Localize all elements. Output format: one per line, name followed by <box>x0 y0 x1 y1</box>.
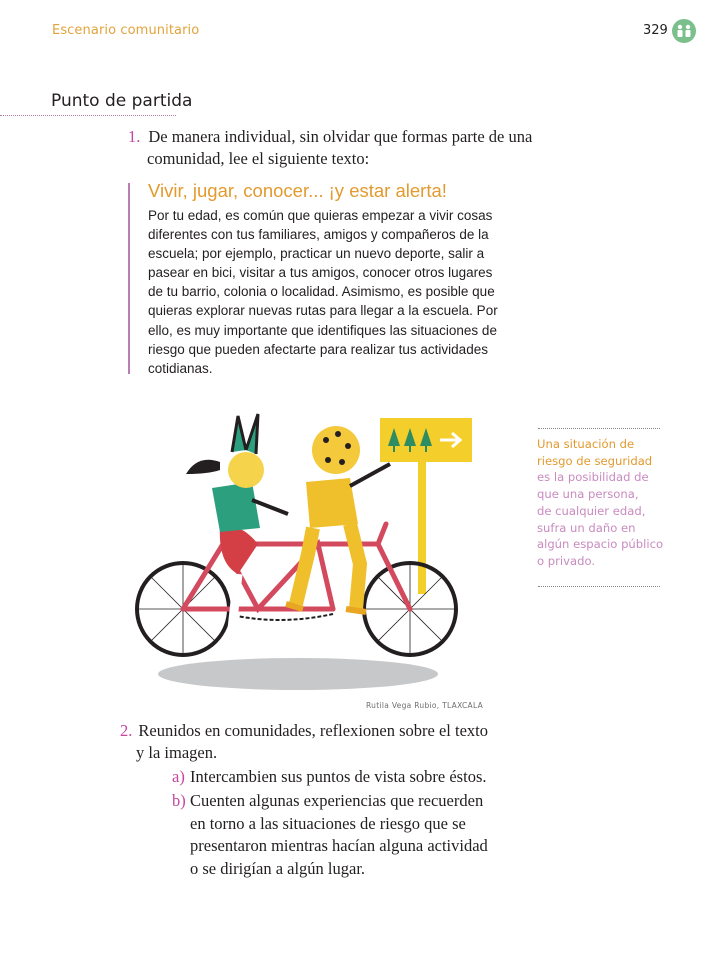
question-1 <box>128 126 558 170</box>
sub-item-line: presentaron mientras hacían alguna actividad <box>190 836 488 855</box>
reading-line: escuela; por ejemplo, practicar un nuevo deporte, salir a <box>148 246 485 262</box>
sub-item-line: o se dirigían a algún lugar. <box>190 858 366 878</box>
question-line: y la imagen. <box>136 743 218 762</box>
page-number: 329 <box>643 23 668 38</box>
reading-line: diferentes con tus familiares, amigos y compañeros de la <box>148 227 489 243</box>
side-note-line: es la posibilidad de <box>537 470 649 485</box>
question-2 <box>120 720 520 764</box>
side-note <box>537 436 665 570</box>
sub-item-letter: a) <box>172 767 185 786</box>
question-line: comunidad, lee el siguiente texto: <box>147 149 370 168</box>
illustration-credit: Rutila Vega Rubio, TLAXCALA <box>366 701 484 710</box>
reading-line: Por tu edad, es común que quieras empezar a vivir cosas <box>148 208 493 223</box>
reading-line: de tu barrio, colonia o localidad. Asimismo, es posible que <box>148 284 495 300</box>
side-note-bottom-rule <box>538 586 660 587</box>
question-number: 2. <box>120 721 133 740</box>
question-number: 1. <box>128 127 141 146</box>
sub-item-line: en torno a las situaciones de riesgo que se <box>190 813 466 833</box>
side-note-line: sufra un daño en <box>537 520 636 535</box>
title-divider <box>0 115 176 116</box>
field-badge-icon <box>672 19 696 43</box>
section-title: Punto de partida <box>51 91 193 111</box>
sub-item-a <box>172 766 532 789</box>
sub-item-letter: b) <box>172 791 186 810</box>
reading-line: quieras explorar nuevas rutas para llegar a la escuela. Por <box>148 303 498 319</box>
reading-line: cotidianas. <box>148 360 213 376</box>
side-note-top-rule <box>538 428 660 429</box>
side-note-line: que una persona, <box>537 487 639 502</box>
sub-item-line: Cuenten algunas experiencias que recuerden <box>190 791 484 810</box>
reading-line: ello, es muy importante que identifiques las situaciones de <box>148 322 497 338</box>
section-name: Escenario comunitario <box>52 23 200 38</box>
side-note-highlight: riesgo de seguridad <box>537 453 653 468</box>
reading-title: Vivir, jugar, conocer... ¡y estar alerta! <box>148 180 447 201</box>
reading-accent-bar <box>128 183 130 374</box>
tandem-bike-illustration <box>128 404 528 704</box>
reading-line: riesgo que pueden afectarte para realizar tus actividades <box>148 341 488 357</box>
side-note-highlight: Una situación de <box>537 437 635 451</box>
side-note-line: de cualquier edad, <box>537 503 646 518</box>
sub-item-b <box>172 790 532 880</box>
side-note-line: algún espacio público <box>537 537 664 552</box>
question-line: De manera individual, sin olvidar que formas parte de una <box>148 127 533 146</box>
reading-line: pasear en bici, visitar a tus amigos, conocer otros lugares <box>148 265 493 281</box>
reading-body <box>148 206 530 378</box>
side-note-line: o privado. <box>537 553 596 568</box>
sub-item-line: Intercambien sus puntos de vista sobre éstos. <box>190 767 487 786</box>
question-line: Reunidos en comunidades, reflexionen sobre el texto <box>138 721 488 740</box>
